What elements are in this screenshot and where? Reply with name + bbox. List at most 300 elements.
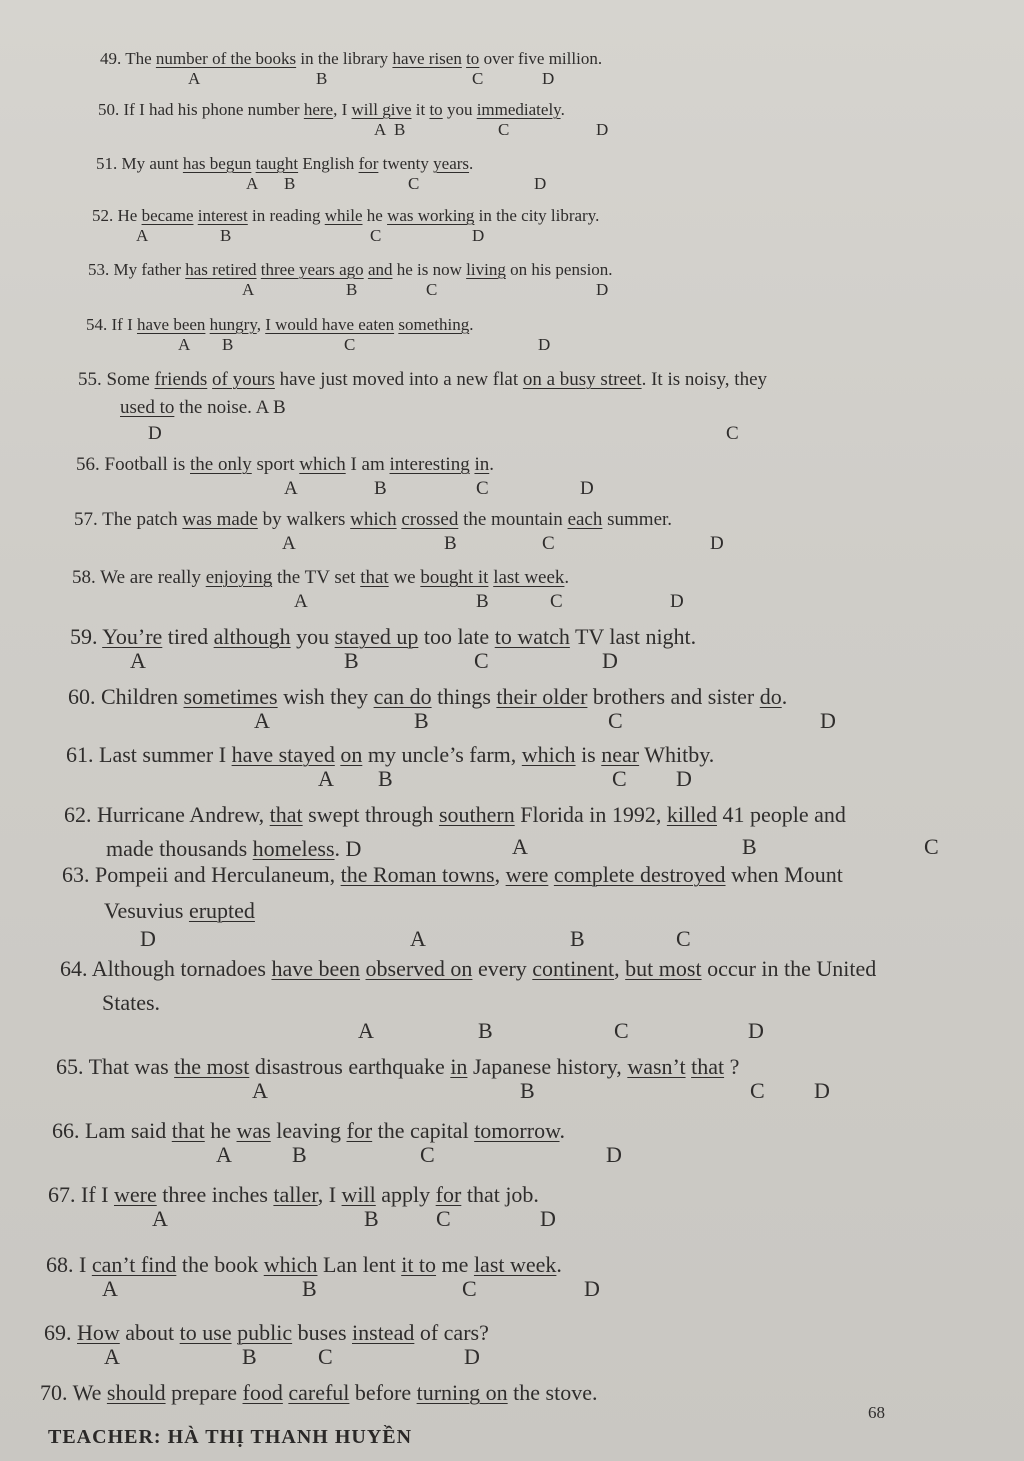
question-item: [64, 802, 939, 861]
question-number: 68.: [46, 1252, 79, 1277]
question-number: 57.: [74, 509, 103, 530]
answer-letter-c: C: [750, 1078, 765, 1103]
sentence-text: of cars?: [414, 1320, 489, 1345]
underlined-option-text: was working: [387, 206, 475, 225]
sentence-text: he: [204, 1118, 237, 1143]
sentence-text: in the library: [296, 49, 393, 68]
underlined-option-text: years: [433, 154, 470, 173]
answer-letter-b: B: [570, 926, 585, 951]
sentence-text: summer.: [602, 509, 673, 530]
underlined-option-text: sometimes: [183, 684, 278, 709]
answer-letter-b: B: [478, 1018, 493, 1043]
underlined-option-text: were: [505, 862, 549, 887]
underlined-option-text: stayed up: [334, 624, 419, 649]
answer-letter-b: B: [316, 69, 328, 88]
sentence-text: in the city library.: [474, 206, 600, 225]
question-number: 60.: [68, 684, 101, 709]
underlined-option-text: something: [398, 315, 470, 334]
sentence-text: . D: [334, 836, 362, 861]
answer-letter-a: A: [252, 1078, 268, 1103]
sentence-text: .: [469, 315, 474, 334]
sentence-text: . It is noisy, they: [641, 369, 768, 390]
answer-letter-b: B: [284, 174, 296, 193]
underlined-option-text: has begun: [182, 154, 252, 173]
underlined-option-text: have risen: [392, 49, 462, 68]
sentence-text: Lam said: [85, 1118, 172, 1143]
answer-letter-c: C: [676, 926, 691, 951]
teacher-footer: TEACHER: HÀ THỊ THANH HUYỀN: [48, 1426, 413, 1448]
underlined-option-text: was made: [182, 509, 258, 530]
underlined-option-text: in: [450, 1054, 468, 1079]
answer-letter-d: D: [606, 1142, 622, 1167]
underlined-option-text: which: [350, 509, 397, 530]
underlined-option-text: taller: [273, 1182, 318, 1207]
answer-letter-c: C: [608, 708, 623, 733]
underlined-option-text: has retired: [185, 260, 257, 279]
underlined-option-text: friends: [154, 369, 208, 390]
underlined-option-text: taught: [255, 154, 299, 173]
sentence-text: when Mount: [725, 862, 843, 887]
sentence-text: apply: [375, 1182, 436, 1207]
answer-letter-b: B: [476, 591, 489, 612]
answer-letter-a: A: [358, 1018, 374, 1043]
underlined-option-text: observed on: [365, 956, 473, 981]
question-number: 65.: [56, 1054, 89, 1079]
underlined-option-text: were: [113, 1182, 157, 1207]
sentence-text: before: [349, 1380, 417, 1405]
sentence-text: on his pension.: [505, 260, 613, 279]
underlined-option-text: You’re: [102, 624, 163, 649]
question-item: [78, 369, 768, 444]
underlined-option-text: complete destroyed: [553, 862, 726, 887]
underlined-option-text: three years ago: [260, 260, 364, 279]
answer-letter-d: D: [472, 226, 485, 245]
answer-letter-c: C: [370, 226, 382, 245]
underlined-option-text: each: [567, 509, 603, 530]
answer-letter-b: B: [520, 1078, 535, 1103]
underlined-option-text: continent: [532, 956, 615, 981]
sentence-text: He: [117, 206, 142, 225]
question-number: 56.: [76, 454, 105, 475]
question-item: [76, 454, 594, 499]
question-item: [70, 624, 697, 673]
underlined-option-text: killed: [666, 802, 717, 827]
sentence-text: wish they: [277, 684, 374, 709]
answer-letter-b: B: [344, 648, 359, 673]
sentence-text: the TV set: [272, 567, 361, 588]
sentence-text: brothers and sister: [587, 684, 760, 709]
sentence-text: The patch: [102, 509, 183, 530]
sentence-text: We are really: [100, 567, 206, 588]
underlined-option-text: should: [106, 1380, 166, 1405]
sentence-text: every: [472, 956, 533, 981]
sentence-text: Some: [106, 369, 155, 390]
sentence-text: Whitby.: [639, 742, 715, 767]
sentence-text: about: [119, 1320, 180, 1345]
question-item: [52, 1118, 622, 1167]
sentence-text: .: [559, 1118, 566, 1143]
sentence-text: the book: [176, 1252, 264, 1277]
answer-letter-c: C: [426, 280, 438, 299]
answer-letter-c: C: [420, 1142, 435, 1167]
underlined-option-text: their older: [496, 684, 588, 709]
underlined-option-text: last week: [493, 567, 565, 588]
question-item: [60, 956, 877, 1043]
question-number: 69.: [44, 1320, 77, 1345]
sentence-text: he is now: [392, 260, 467, 279]
answer-letter-a: A: [294, 591, 308, 612]
answer-letter-d: D: [584, 1276, 600, 1301]
underlined-option-text: can do: [373, 684, 432, 709]
question-item: [46, 1252, 600, 1301]
sentence-text: ,: [256, 315, 266, 334]
answer-letter-c: C: [612, 766, 627, 791]
underlined-option-text: tomorrow: [474, 1118, 560, 1143]
answer-letter-a: A: [188, 69, 201, 88]
answer-letter-b: B: [444, 533, 457, 554]
sentence-text: me: [436, 1252, 474, 1277]
underlined-option-text: which: [521, 742, 576, 767]
answer-letter-c: C: [408, 174, 420, 193]
question-item: [98, 100, 609, 139]
answer-letter-a: A: [246, 174, 259, 193]
sentence-text: States.: [102, 990, 161, 1015]
question-item: [48, 1182, 556, 1231]
underlined-option-text: bought it: [420, 567, 489, 588]
question-number: 50.: [98, 100, 124, 119]
underlined-option-text: I would have eaten: [265, 315, 395, 334]
answer-letter-a: A: [410, 926, 426, 951]
answer-letter-c: C: [462, 1276, 477, 1301]
sentence-text: Pompeii and Herculaneum,: [95, 862, 341, 887]
underlined-option-text: the only: [190, 454, 252, 475]
underlined-option-text: crossed: [401, 509, 459, 530]
answer-letter-c: C: [542, 533, 555, 554]
sentence-text: twenty: [378, 154, 434, 173]
answer-letter-d: D: [148, 423, 162, 444]
underlined-option-text: which: [263, 1252, 318, 1277]
sentence-text: Japanese history,: [467, 1054, 628, 1079]
sentence-text: We: [72, 1380, 107, 1405]
underlined-option-text: hungry: [209, 315, 257, 334]
answer-letter-b: B: [414, 708, 429, 733]
underlined-option-text: to use: [179, 1320, 232, 1345]
underlined-option-text: on: [340, 742, 363, 767]
answer-letter-d: D: [580, 478, 594, 499]
underlined-option-text: that: [360, 567, 389, 588]
sentence-text: he: [362, 206, 388, 225]
answer-letter-d: D: [534, 174, 547, 193]
answer-letter-b: B: [346, 280, 358, 299]
answer-letter-a: A: [102, 1276, 118, 1301]
answer-letter-b: B: [302, 1276, 317, 1301]
sentence-text: If I: [81, 1182, 114, 1207]
underlined-option-text: to watch: [494, 624, 570, 649]
sentence-text: buses: [292, 1320, 353, 1345]
underlined-option-text: can’t find: [91, 1252, 177, 1277]
underlined-option-text: How: [77, 1320, 120, 1345]
answer-letter-a: A: [152, 1206, 168, 1231]
underlined-option-text: on a busy street: [522, 369, 642, 390]
answer-letter-d: D: [540, 1206, 556, 1231]
answer-letter-c: C: [498, 120, 510, 139]
underlined-option-text: to: [429, 100, 443, 119]
question-item: [86, 315, 551, 354]
question-number: 66.: [52, 1118, 85, 1143]
sentence-text: disastrous earthquake: [249, 1054, 451, 1079]
sentence-text: .: [560, 100, 565, 119]
underlined-option-text: southern: [438, 802, 515, 827]
underlined-option-text: that: [171, 1118, 205, 1143]
sentence-text: the capital: [372, 1118, 475, 1143]
answer-letter-c: C: [726, 423, 739, 444]
sentence-text: Children: [101, 684, 184, 709]
sentence-text: sport: [251, 454, 300, 475]
question-number: 49.: [100, 49, 126, 68]
sentence-text: ,: [494, 862, 506, 887]
underlined-option-text: number of the books: [155, 49, 297, 68]
answer-letter-c: C: [436, 1206, 451, 1231]
underlined-option-text: will: [341, 1182, 376, 1207]
sentence-text: tired: [162, 624, 214, 649]
sentence-text: my uncle’s farm,: [362, 742, 522, 767]
underlined-option-text: interest: [197, 206, 248, 225]
underlined-option-text: erupted: [188, 898, 255, 923]
sentence-text: I: [79, 1252, 92, 1277]
question-number: 70.: [40, 1380, 73, 1405]
sentence-text: the mountain: [458, 509, 568, 530]
underlined-option-text: have been: [271, 956, 361, 981]
sentence-text: I am: [345, 454, 390, 475]
sentence-text: things: [431, 684, 497, 709]
sentence-text: .: [469, 154, 474, 173]
sentence-text: Although tornadoes: [91, 956, 272, 981]
answer-letter-a: A: [136, 226, 149, 245]
question-number: 55.: [78, 369, 107, 390]
answer-letter-d: D: [464, 1344, 480, 1369]
sentence-text: Football is: [104, 454, 191, 475]
sentence-text: we: [388, 567, 421, 588]
underlined-option-text: used to: [120, 397, 175, 418]
sentence-text: ?: [724, 1054, 740, 1079]
answer-letter-b: B: [242, 1344, 257, 1369]
sentence-text: Lan lent: [317, 1252, 402, 1277]
sentence-text: it: [411, 100, 430, 119]
underlined-option-text: for: [358, 154, 379, 173]
answer-letter-d: D: [140, 926, 156, 951]
answer-letter-c: C: [476, 478, 489, 499]
answer-letter-d: D: [602, 648, 618, 673]
answer-letter-d: D: [670, 591, 684, 612]
sentence-text: the stove.: [507, 1380, 598, 1405]
sentence-text: My aunt: [121, 154, 183, 173]
sentence-text: If I: [111, 315, 137, 334]
answer-letter-d: D: [676, 766, 692, 791]
sentence-text: Florida in 1992,: [514, 802, 667, 827]
sentence-text: leaving: [270, 1118, 347, 1143]
underlined-option-text: for: [346, 1118, 373, 1143]
answer-letter-a: A: [242, 280, 255, 299]
answer-letter-d: D: [538, 335, 551, 354]
underlined-option-text: although: [213, 624, 291, 649]
question-number: 52.: [92, 206, 118, 225]
sentence-text: over five million.: [479, 49, 603, 68]
underlined-option-text: turning on: [416, 1380, 508, 1405]
question-item: [66, 742, 715, 791]
underlined-option-text: while: [324, 206, 363, 225]
answer-letter-c: C: [924, 834, 939, 859]
underlined-option-text: that: [691, 1054, 725, 1079]
answer-letter-a: A: [104, 1344, 120, 1369]
sentence-text: Vesuvius: [104, 898, 189, 923]
answer-letter-a: A: [216, 1142, 232, 1167]
sentence-text: .: [781, 684, 788, 709]
underlined-option-text: in: [474, 454, 490, 475]
answer-letter-d: D: [710, 533, 724, 554]
underlined-option-text: that: [269, 802, 303, 827]
sentence-text: made thousands: [106, 836, 253, 861]
question-number: 61.: [66, 742, 99, 767]
underlined-option-text: the Roman towns: [340, 862, 495, 887]
sentence-text: is: [575, 742, 602, 767]
sentence-text: by walkers: [257, 509, 351, 530]
sentence-continuation: [120, 398, 286, 417]
question-item: [68, 684, 836, 733]
sentence-text: Hurricane Andrew,: [97, 802, 270, 827]
question-item: [44, 1320, 489, 1369]
question-item: [88, 260, 613, 299]
answer-letter-b: B: [222, 335, 234, 354]
answer-letter-a: A: [178, 335, 191, 354]
answer-letter-b: B: [364, 1206, 379, 1231]
answer-letter-a: A: [130, 648, 146, 673]
sentence-text: , I: [317, 1182, 342, 1207]
sentence-text: occur in the United: [701, 956, 877, 981]
underlined-option-text: of yours: [212, 369, 275, 390]
question-number: 63.: [62, 862, 95, 887]
underlined-option-text: will give: [351, 100, 412, 119]
answer-letter-b: B: [394, 120, 406, 139]
answer-letter-a: A: [254, 708, 270, 733]
underlined-option-text: immediately: [476, 100, 561, 119]
underlined-option-text: do: [759, 684, 782, 709]
answer-letter-a: A: [374, 120, 387, 139]
underlined-option-text: homeless: [252, 836, 335, 861]
answer-letter-c: C: [614, 1018, 629, 1043]
answer-letter-c: C: [344, 335, 356, 354]
answer-letter-d: D: [596, 280, 609, 299]
question-item: [72, 567, 684, 612]
sentence-text: three inches: [156, 1182, 274, 1207]
underlined-option-text: careful: [288, 1380, 350, 1405]
underlined-option-text: living: [466, 260, 506, 279]
answer-letter-c: C: [474, 648, 489, 673]
question-number: 64.: [60, 956, 92, 981]
question-item: [96, 154, 547, 193]
underlined-option-text: instead: [352, 1320, 415, 1345]
sentence-text: English: [298, 154, 359, 173]
sentence-continuation: [106, 838, 361, 860]
answer-letter-d: D: [596, 120, 609, 139]
answer-letter-c: C: [550, 591, 563, 612]
sentence-text: Last summer I: [99, 742, 232, 767]
answer-letter-a: A: [282, 533, 296, 554]
sentence-text: swept through: [302, 802, 439, 827]
sentence-text: My father: [113, 260, 186, 279]
question-number: 54.: [86, 315, 112, 334]
sentence-text: the noise. A B: [174, 397, 286, 418]
sentence-text: The: [125, 49, 156, 68]
answer-letter-b: B: [220, 226, 232, 245]
sentence-text: you: [442, 100, 477, 119]
sentence-text: 41 people and: [716, 802, 846, 827]
sentence-text: that job.: [461, 1182, 539, 1207]
answer-letter-d: D: [542, 69, 555, 88]
underlined-option-text: here: [303, 100, 334, 119]
answer-letter-d: D: [814, 1078, 830, 1103]
sentence-text: ,: [614, 956, 626, 981]
sentence-continuation: [102, 992, 160, 1014]
question-number: 58.: [72, 567, 101, 588]
underlined-option-text: the most: [174, 1054, 250, 1079]
page-number: 68: [868, 1403, 885, 1422]
question-item: [100, 49, 603, 88]
underlined-option-text: became: [141, 206, 194, 225]
underlined-option-text: for: [435, 1182, 462, 1207]
underlined-option-text: it to: [401, 1252, 437, 1277]
underlined-option-text: last week: [473, 1252, 557, 1277]
sentence-text: TV last night.: [569, 624, 697, 649]
question-number: 67.: [48, 1182, 81, 1207]
underlined-option-text: was: [236, 1118, 271, 1143]
sentence-continuation: [104, 900, 255, 922]
answer-letter-b: B: [292, 1142, 307, 1167]
question-number: 51.: [96, 154, 122, 173]
underlined-option-text: have been: [136, 315, 206, 334]
underlined-option-text: public: [237, 1320, 293, 1345]
sentence-text: .: [556, 1252, 562, 1277]
sentence-text: prepare: [165, 1380, 243, 1405]
question-item: [62, 862, 843, 951]
underlined-option-text: but most: [625, 956, 702, 981]
answer-letter-b: B: [374, 478, 387, 499]
underlined-option-text: which: [299, 454, 346, 475]
underlined-option-text: have stayed: [231, 742, 335, 767]
sentence-text: have just moved into a new flat: [274, 369, 523, 390]
sentence-text: too late: [418, 624, 495, 649]
underlined-option-text: food: [242, 1380, 283, 1405]
underlined-option-text: to: [466, 49, 480, 68]
question-number: 59.: [70, 624, 103, 649]
answer-letter-c: C: [472, 69, 484, 88]
underlined-option-text: enjoying: [205, 567, 273, 588]
question-number: 62.: [64, 802, 97, 827]
question-number: 53.: [88, 260, 114, 279]
sentence-text: .: [564, 567, 570, 588]
underlined-option-text: near: [601, 742, 640, 767]
answer-letter-a: A: [318, 766, 334, 791]
question-item: [40, 1382, 598, 1404]
sentence-text: If I had his phone number: [123, 100, 304, 119]
sentence-text: That was: [88, 1054, 175, 1079]
question-item: [56, 1054, 830, 1103]
sentence-text: .: [489, 454, 494, 475]
underlined-option-text: interesting: [389, 454, 470, 475]
sentence-text: , I: [333, 100, 352, 119]
underlined-option-text: wasn’t: [627, 1054, 686, 1079]
sentence-text: you: [290, 624, 335, 649]
answer-letter-b: B: [378, 766, 393, 791]
